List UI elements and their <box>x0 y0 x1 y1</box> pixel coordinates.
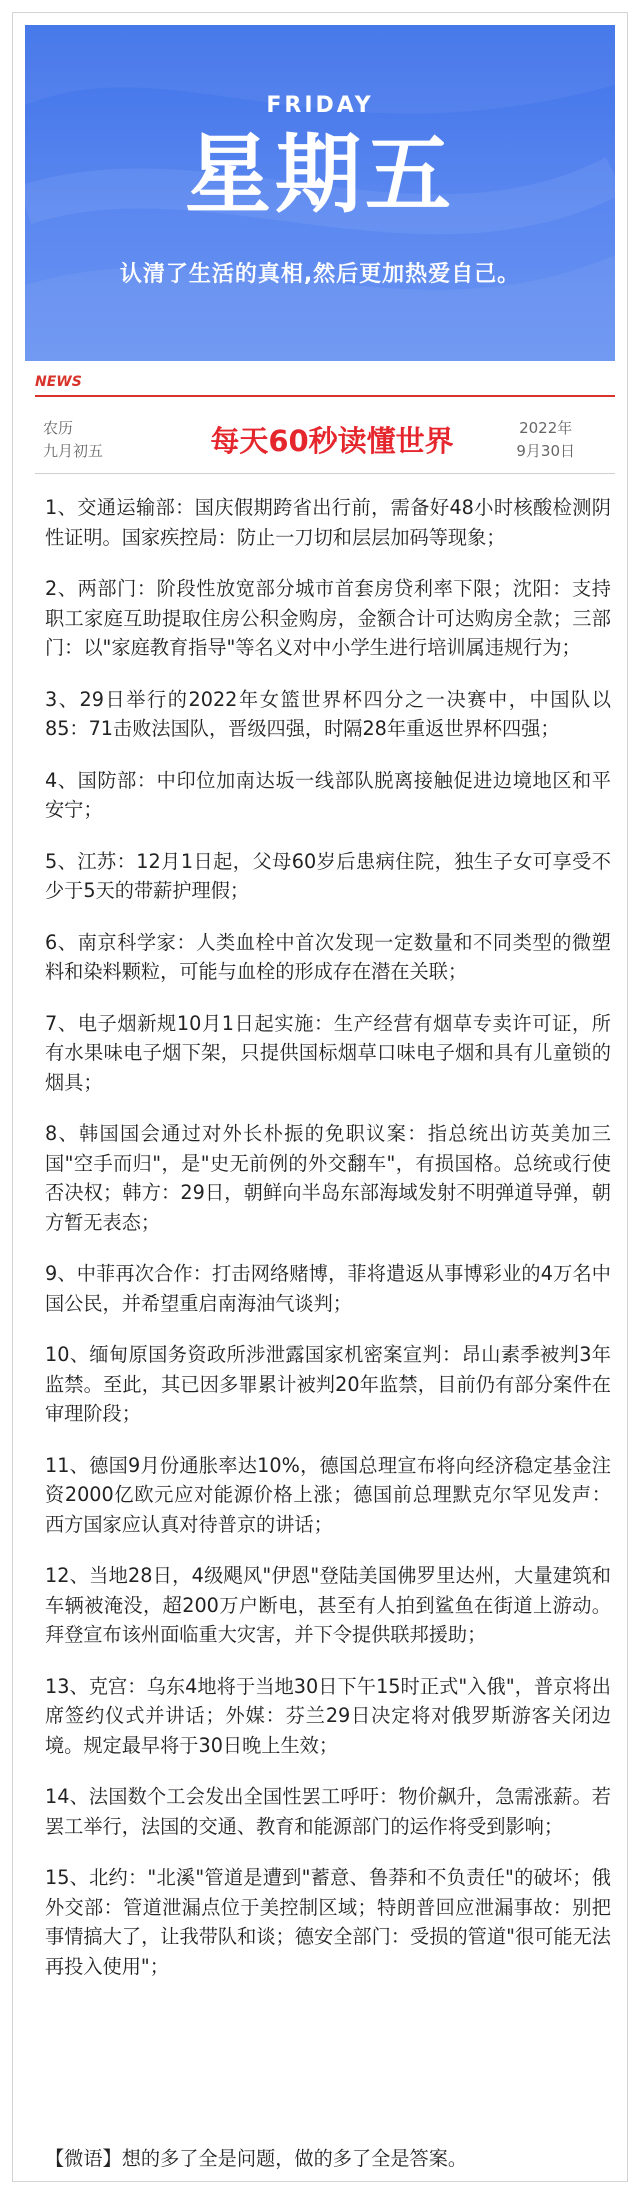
news-item: 8、韩国国会通过对外长朴振的免职议案：指总统出访英美加三国"空手而归"，是"史无前例的外交翻车"，有损国格。总统或行使否决权；韩方：29日，朝鲜向半岛东部海域发射不明弹道导弹，朝方暂无表态； <box>45 1122 611 1234</box>
news-item: 4、国防部：中印位加南达坂一线部队脱离接触促进边境地区和平安宁； <box>45 768 611 821</box>
hero-tagline: 认清了生活的真相,然后更加热爱自己。 <box>119 262 521 287</box>
news-item: 6、南京科学家：人类血栓中首次发现一定数量和不同类型的微塑料和染料颗粒，可能与血栓的形成存在潜在关联； <box>45 930 611 983</box>
news-item: 15、北约："北溪"管道是遭到"蓄意、鲁莽和不负责任"的破坏；俄外交部：管道泄漏点位于美控制区域；特朗普回应泄漏事故：别把事情搞大了，让我带队和谈；德安全部门：受损的管道"很可能无法再投入使用"； <box>45 1866 611 1978</box>
news-item: 14、法国数个工会发出全国性罢工呼吁：物价飙升，急需涨薪。若罢工举行，法国的交通、教育和能源部门的运作将受到影响； <box>45 1785 611 1838</box>
date-line1: 2022年 <box>519 419 573 437</box>
date-line2: 9月30日 <box>516 442 575 460</box>
news-list <box>45 493 611 2003</box>
hero-day-cn: 星期五 <box>185 125 455 225</box>
card-frame <box>12 12 628 2182</box>
gregorian-date <box>516 417 575 463</box>
news-item: 3、29日举行的2022年女篮世界杯四分之一决赛中，中国队以85：71击败法国队，晋级四强，时隔28年重返世界杯四强； <box>45 687 611 740</box>
news-item: 13、克宫：乌东4地将于当地30日下午15时正式"入俄"，普京将出席签约仪式并讲话；外媒：芬兰29日决定将对俄罗斯游客关闭边境。规定最早将于30日晚上生效； <box>45 1674 611 1757</box>
page-title: 每天60秒读懂世界 <box>210 424 454 458</box>
hero-banner <box>25 25 615 361</box>
news-item: 2、两部门：阶段性放宽部分城市首套房贷利率下限；沈阳：支持职工家庭互助提取住房公积金购房，金额合计可达购房全款；三部门：以"家庭教育指导"等名义对中小学生进行培训属违规行为； <box>45 577 611 659</box>
news-item: 9、中菲再次合作：打击网络赌博，菲将遣返从事博彩业的4万名中国公民，并希望重启南海油气谈判； <box>45 1262 611 1315</box>
daily-saying: 【微语】想的多了全是问题，做的多了全是答案。 <box>45 2147 468 2170</box>
news-item: 7、电子烟新规10月1日起实施：生产经营有烟草专卖许可证，所有水果味电子烟下架，只提供国标烟草口味电子烟和具有儿童锁的烟具； <box>45 1011 611 1094</box>
news-item: 11、德国9月份通胀率达10%，德国总理宣布将向经济稳定基金注资2000亿欧元应对能源价格上涨；德国前总理默克尔罕见发声：西方国家应认真对待普京的讲话； <box>45 1453 611 1536</box>
news-item: 12、当地28日，4级飓风"伊恩"登陆美国佛罗里达州，大量建筑和车辆被淹没，超200万户断电，甚至有人拍到鲨鱼在街道上游动。拜登宣布该州面临重大灾害，并下令提供联邦援助； <box>45 1564 611 1646</box>
lunar-line1: 农历 <box>43 419 74 437</box>
header-bottom-divider <box>35 473 615 474</box>
news-item: 1、交通运输部：国庆假期跨省出行前，需备好48小时核酸检测阴性证明。国家疾控局：防止一刀切和层层加码等现象； <box>45 496 611 549</box>
news-item: 5、江苏：12月1日起，父母60岁后患病住院，独生子女可享受不少于5天的带薪护理假； <box>45 849 611 902</box>
news-item: 10、缅甸原国务资政所涉泄露国家机密案宣判：昂山素季被判3年监禁。至此，其已因多罪累计被判20年监禁，目前仍有部分案件在审理阶段； <box>45 1343 611 1425</box>
lunar-line2: 九月初五 <box>43 442 104 460</box>
news-label: NEWS <box>35 374 82 390</box>
header-top-divider <box>35 395 615 397</box>
hero-day-en: FRIDAY <box>266 93 374 118</box>
